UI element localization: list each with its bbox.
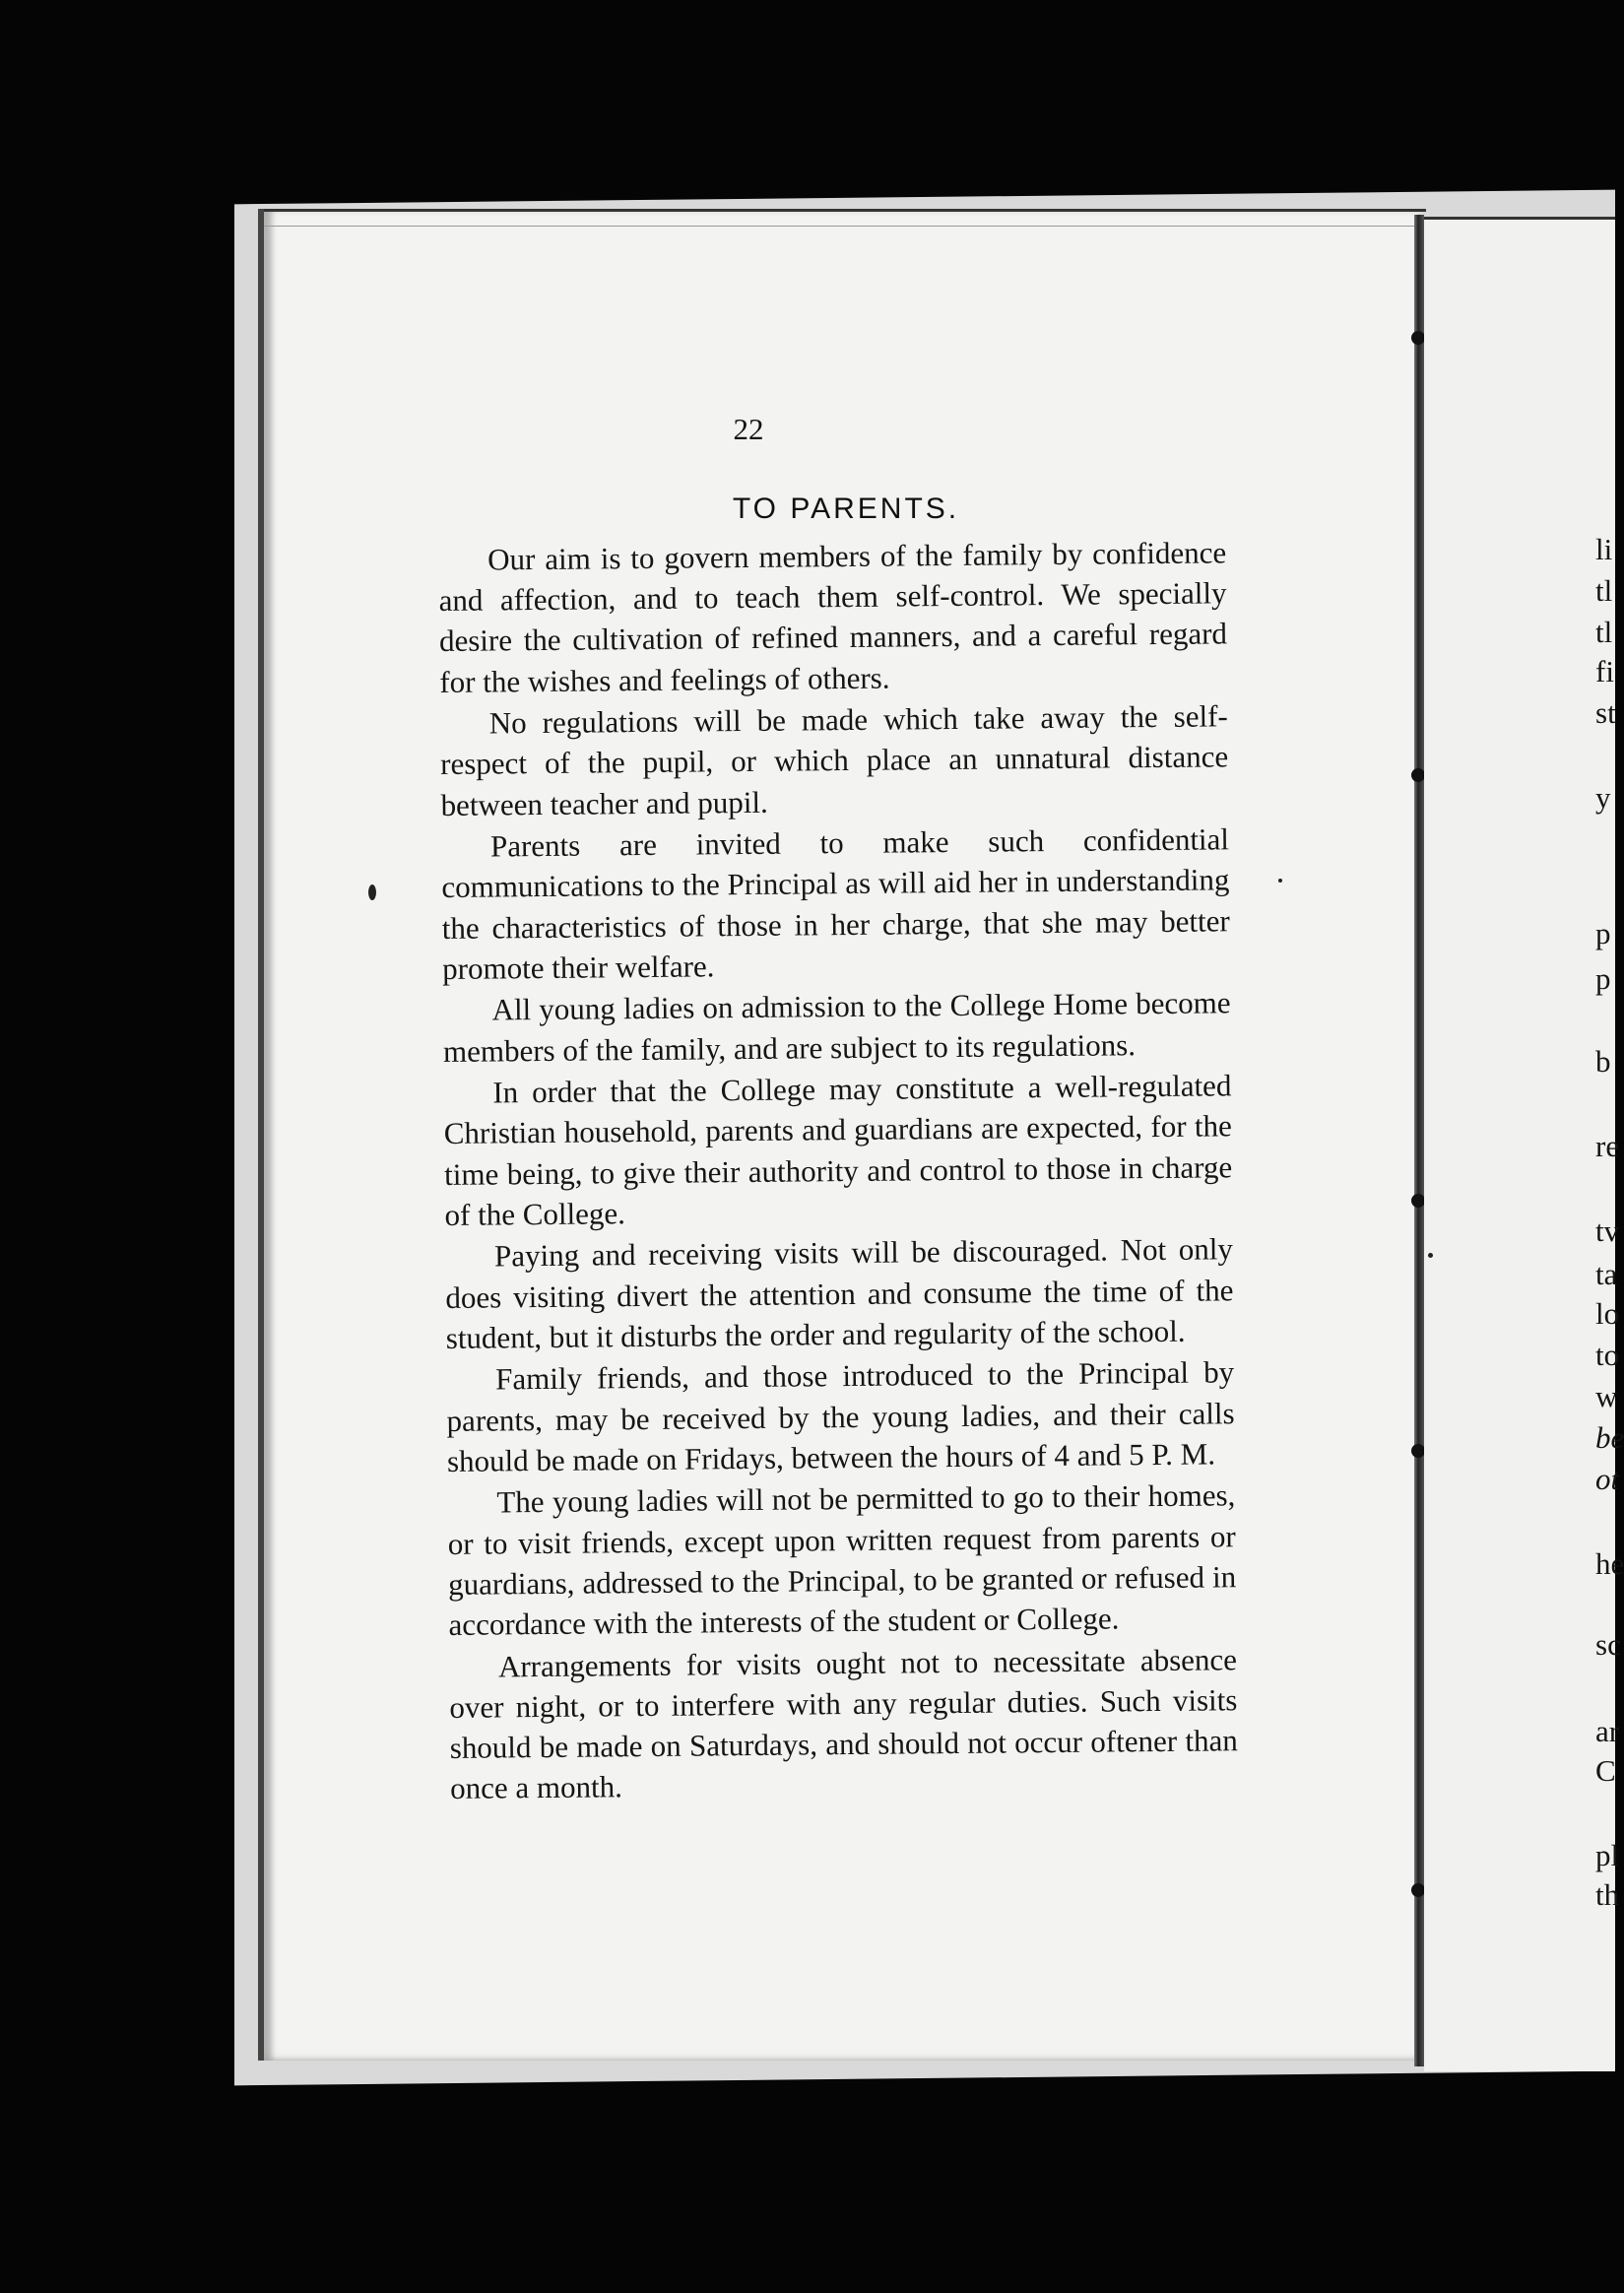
binding-stitch [1411,331,1425,345]
ink-speck [1278,879,1282,883]
ink-speck [368,884,376,900]
facing-page-fragment: to [1595,1338,1620,1372]
book-gutter [1414,215,1424,2066]
facing-page-fragment: p [1595,916,1611,950]
paragraph: Parents are invited to make such confidential communications to the Principal as will aid her in understanding the characteristics of those in her charge, that she may better promote their welfare. [441,821,1230,986]
page-body [438,532,1238,1809]
binding-stitch [1411,1883,1425,1897]
facing-page-fragment: y [1595,780,1611,815]
paragraph: Arrangements for visits ought not to necessitate absence over night, or to interfere with any regular duties. Such visits should be made on Saturdays, and should not occur oftener than once a month. [449,1641,1238,1806]
facing-page-fragment: be [1595,1420,1624,1455]
facing-page-fragment: he [1595,1546,1624,1581]
facing-page-fragment: lo [1595,1296,1620,1331]
facing-page-fragment: tl [1595,615,1613,649]
facing-page-fragment: w [1595,1379,1618,1413]
section-heading: TO PARENTS. [732,492,960,525]
paragraph: No regulations will be made which take away the self-respect of the pupil, or which place an unnatural distance between teacher and pupil. [440,698,1229,822]
facing-page-fragment: ar [1595,1714,1620,1748]
page-number: 22 [733,412,764,446]
ink-speck [1428,1253,1433,1258]
facing-page-fragment: pl [1595,1838,1620,1872]
facing-page-fragment: b [1595,1044,1611,1079]
binding-stitch [1411,1194,1425,1208]
facing-page-fragment: p [1595,961,1611,996]
facing-page-fragment: C [1595,1753,1616,1788]
binding-stitch [1411,768,1425,782]
facing-page-fragment: ot [1595,1462,1620,1496]
paragraph: The young ladies will not be permitted to go to their homes, or to visit friends, except upon written request from parents or guardians, addressed to the Principal, to be granted or refused in accordance with the interests of the student or College. [447,1477,1237,1642]
paragraph: Our aim is to govern members of the family by confidence and affection, and to teach them self-control. We specially desire the cultivation of refined manners, and a careful regard for the wishes and feelings of others. [438,535,1228,699]
paragraph: All young ladies on admission to the College Home become members of the family, and are subject to its regulations. [442,985,1231,1069]
facing-page-fragment: th [1595,1877,1620,1912]
facing-page-fragment: re [1595,1129,1620,1163]
paragraph: Family friends, and those introduced to the Principal by parents, may be received by the young ladies, and their calls should be made on Fridays, between the hours of 4 and 5 P. M. [446,1354,1235,1478]
facing-page-fragment: tv [1595,1213,1620,1248]
facing-page [1424,217,1618,2071]
facing-page-fragment: sc [1595,1627,1621,1662]
facing-page-fragment: ta [1595,1257,1618,1291]
paragraph: Paying and receiving visits will be discouraged. Not only does visiting divert the attention and consume the time of the student, but it disturbs the order and regularity of the school. [445,1231,1234,1355]
facing-page-fragment: fi [1595,654,1614,688]
binding-stitch [1411,1444,1425,1458]
facing-page-fragment: li [1595,532,1613,566]
paragraph: In order that the College may constitute a well-regulated Christian household, parents and guardians are expected, for the time being, to give their authority and control to those in charge of the College. [443,1068,1233,1232]
facing-page-fragment: st [1595,695,1616,730]
facing-page-fragment: tl [1595,573,1613,608]
